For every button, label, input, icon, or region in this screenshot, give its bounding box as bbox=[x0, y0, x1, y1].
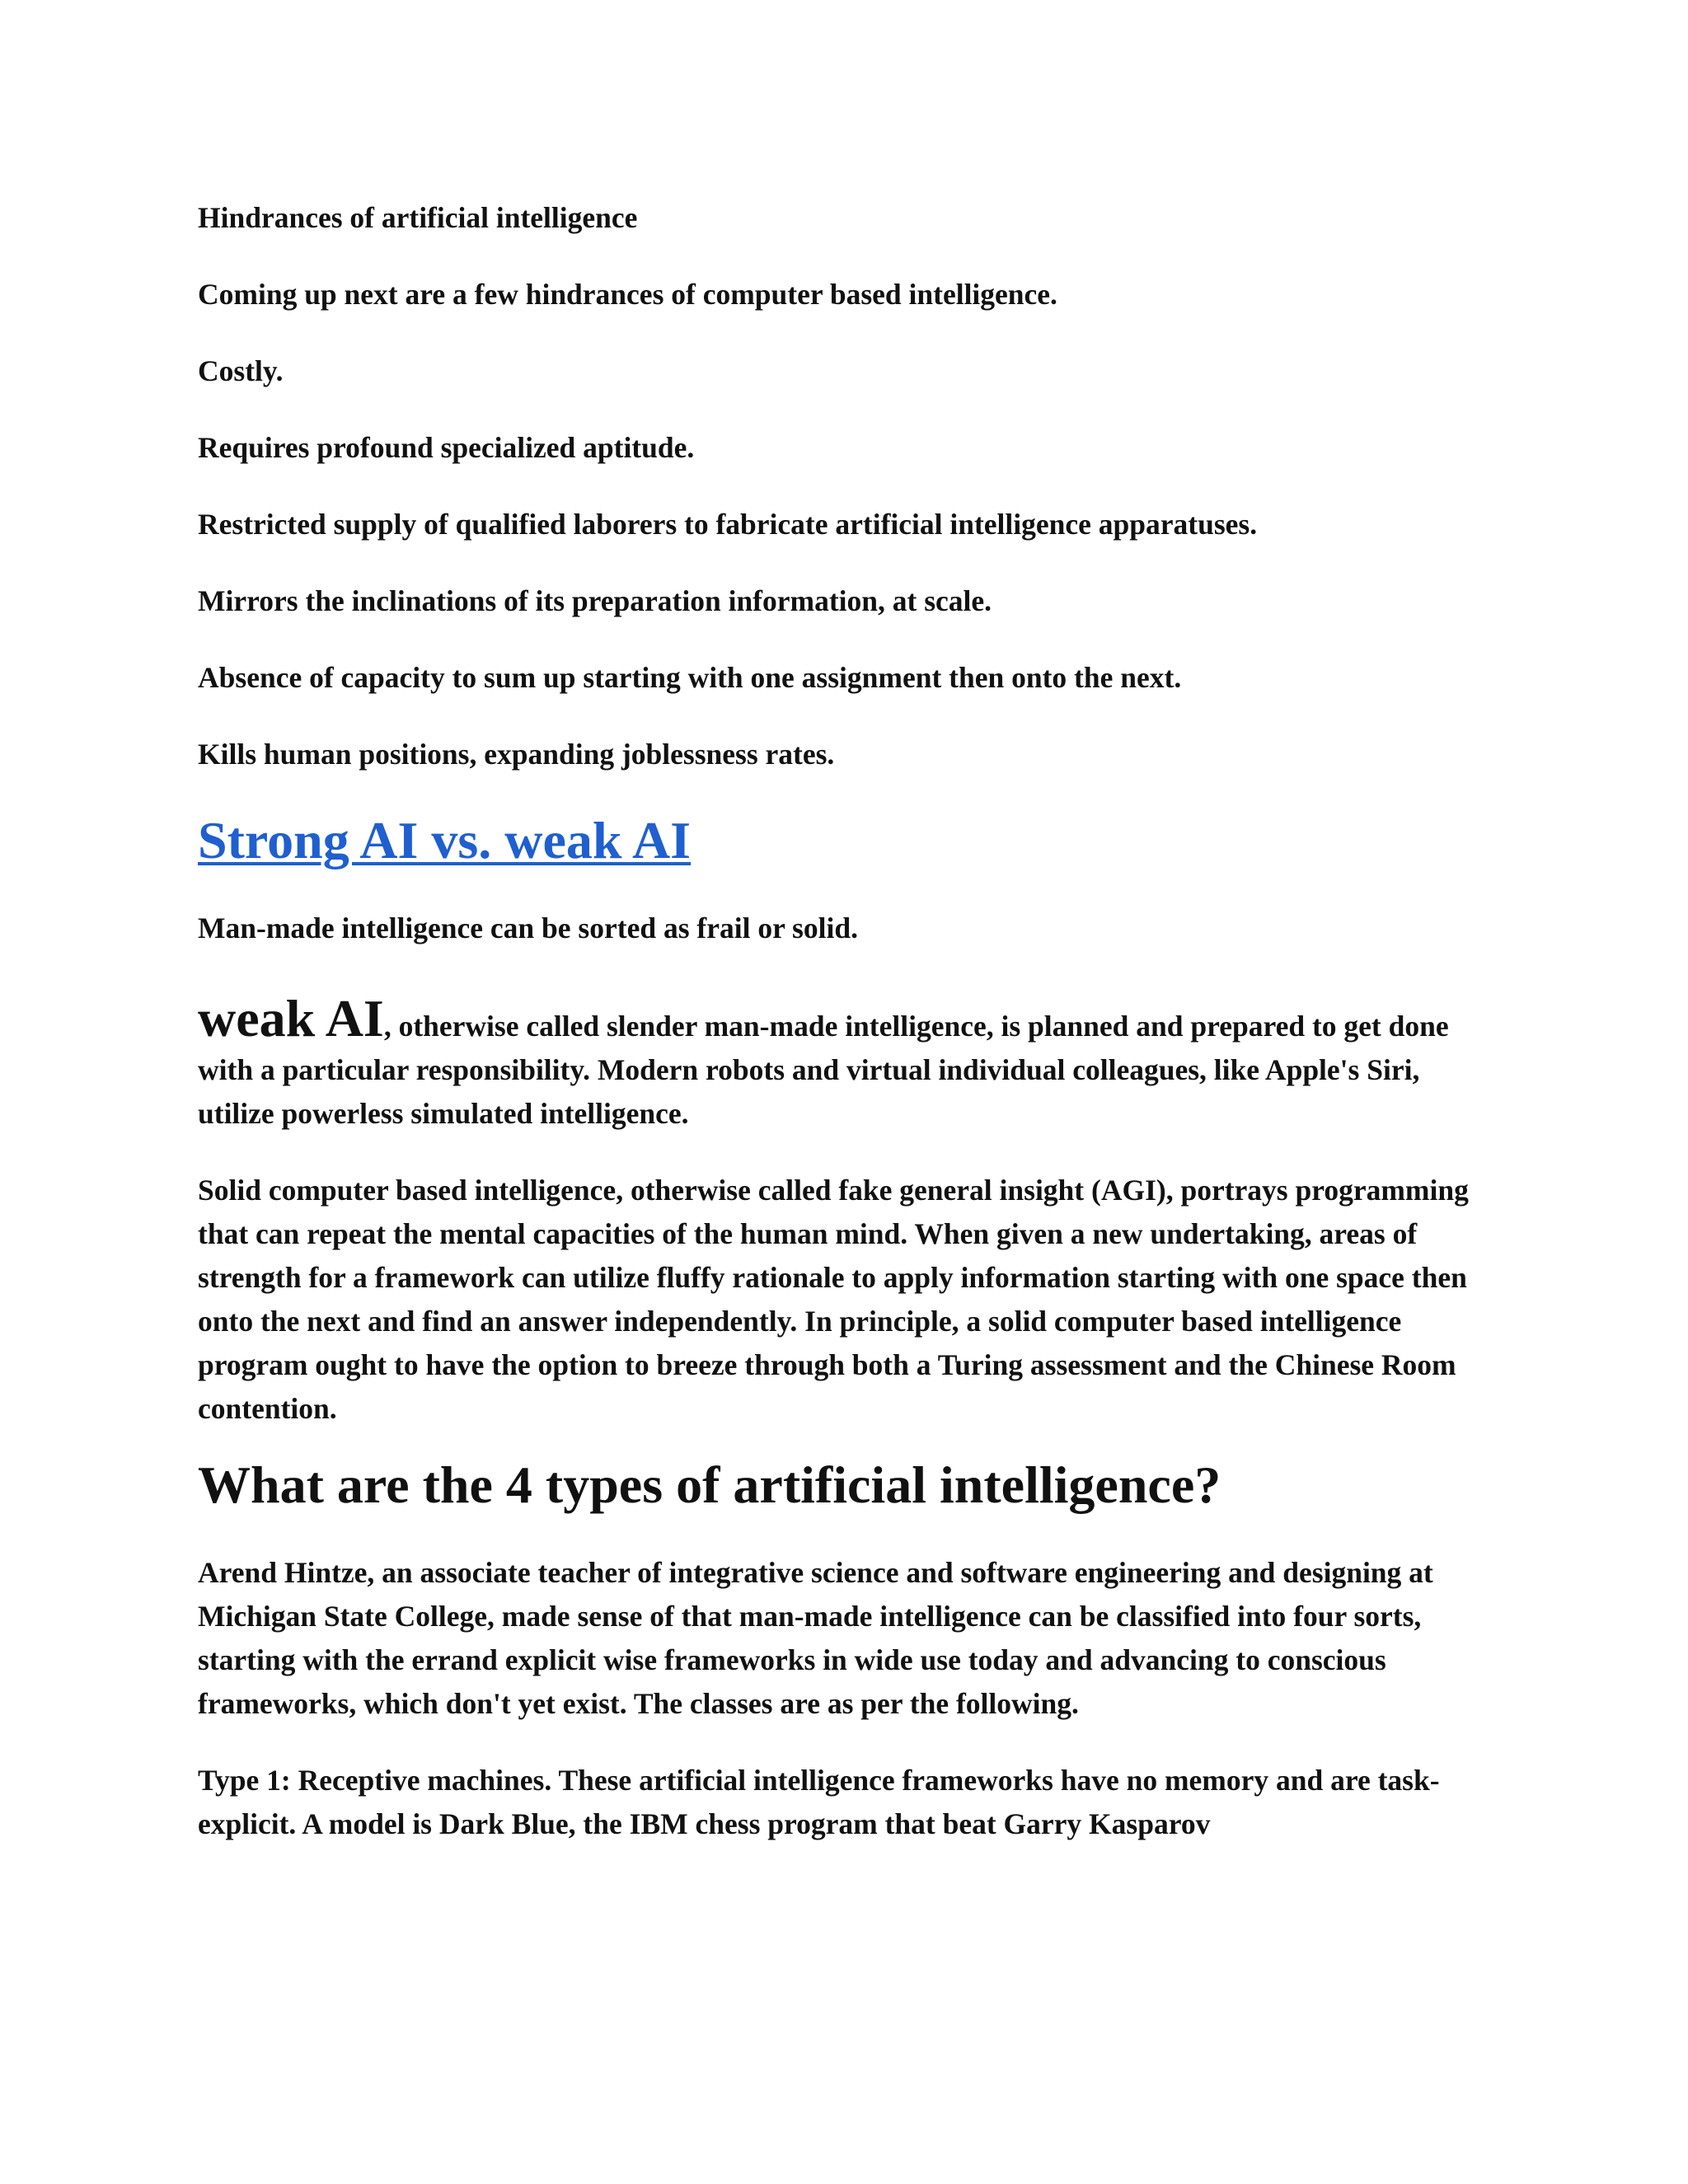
document-body bbox=[198, 196, 1484, 1846]
solid-ai-paragraph: Solid computer based intelligence, otherwise called fake general insight (AGI), portrays programming that can repeat the mental capacities of the human mind. When given a new undertaking, areas of strength for a framework can utilize fluffy rationale to apply information starting with one space then onto the next and find an answer independently. In principle, a solid computer based intelligence program ought to have the option to breeze through both a Turing assessment and the Chinese Room contention. bbox=[198, 1174, 1469, 1425]
types-heading: What are the 4 types of artificial intelligence? bbox=[198, 1455, 1221, 1514]
sorted-paragraph: Man-made intelligence can be sorted as frail or solid. bbox=[198, 912, 858, 944]
costly-item: Costly. bbox=[198, 354, 284, 387]
hindrances-title: Hindrances of artificial intelligence bbox=[198, 201, 638, 234]
weak-ai-description: , otherwise called slender man-made intelligence, is planned and prepared to get done with a particular responsibility. Modern robots and virtual individual colleagues, like Apple's Siri, utilize powerless simulated intelligence. bbox=[198, 1010, 1449, 1130]
type1-paragraph: Type 1: Receptive machines. These artificial intelligence frameworks have no memory and are task-explicit. A model is Dark Blue, the IBM chess program that beat Garry Kasparov bbox=[198, 1764, 1440, 1840]
hintze-paragraph: Arend Hintze, an associate teacher of integrative science and software engineering and designing at Michigan State College, made sense of that man-made intelligence can be classified into four sorts, starting with the errand explicit wise frameworks in wide use today and advancing to conscious frameworks, which don't yet exist. The classes are as per the following. bbox=[198, 1556, 1433, 1720]
weak-ai-lead-term: weak AI bbox=[198, 989, 384, 1047]
supply-item: Restricted supply of qualified laborers to fabricate artificial intelligence apparatuses. bbox=[198, 508, 1258, 541]
aptitude-item: Requires profound specialized aptitude. bbox=[198, 431, 695, 464]
absence-item: Absence of capacity to sum up starting with one assignment then onto the next. bbox=[198, 661, 1182, 694]
kills-item: Kills human positions, expanding joblessness rates. bbox=[198, 738, 835, 771]
intro-paragraph: Coming up next are a few hindrances of computer based intelligence. bbox=[198, 278, 1057, 311]
strong-vs-weak-ai-link-heading[interactable]: Strong AI vs. weak AI bbox=[198, 811, 692, 869]
weak-ai-paragraph bbox=[198, 989, 1484, 1136]
mirrors-item: Mirrors the inclinations of its preparation information, at scale. bbox=[198, 584, 992, 617]
